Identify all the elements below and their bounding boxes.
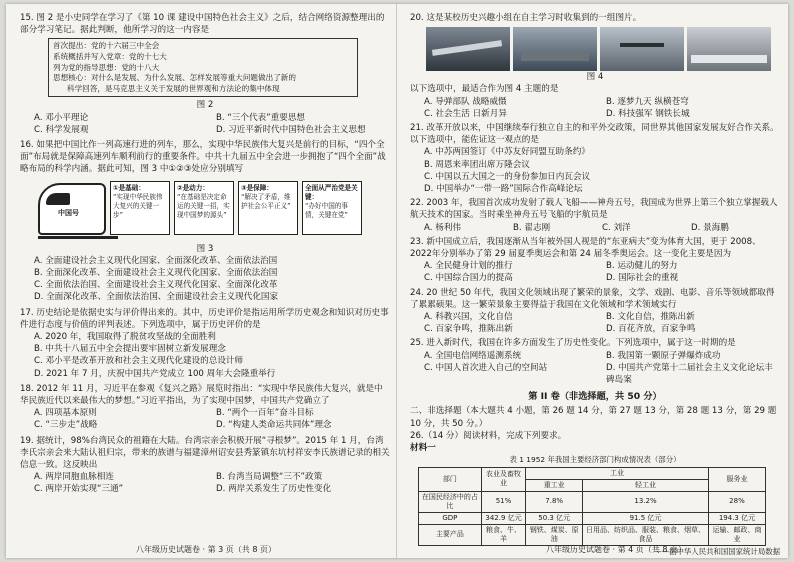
train-car-1 [110, 181, 170, 235]
note-line: 列为党的指导思想：党的十八大 [53, 62, 160, 72]
note-line: 系统概括并写入党章：党的十七大 [53, 52, 167, 61]
q17-stem: 17. 历史结论是依据史实与评价得出来的。其中，历史评价是指运用所学历史观念和知识对历史事件进行态度与价值的评判表述。下列选项中，属于历史评价的是 [20, 307, 389, 330]
car-caption: ②是动力： [177, 183, 209, 192]
fig3-train-diagram [38, 179, 368, 243]
table-cell: GDP [419, 512, 482, 524]
option-a[interactable]: A. 四项基本原则 [34, 408, 97, 419]
table-row [419, 512, 766, 524]
option-c[interactable]: C. 邓小平是改革开放和社会主义现代化建设的总设计师 [34, 356, 244, 367]
option-b[interactable]: B. 全面深化改革、全面建设社会主义现代化国家、全面依法治国 [34, 268, 278, 278]
exam-sheet [6, 4, 788, 558]
option-a[interactable]: A. 全面建设社会主义现代化国家、全面深化改革、全面依法治国 [34, 255, 278, 266]
table-row [419, 491, 766, 512]
page-footer-left: 八年级历史试题卷 · 第 3 页（共 8 页） [136, 545, 276, 554]
table-cell: 粮食、牛、羊 [481, 524, 526, 545]
option-d[interactable]: D. 2021 年 7 月，庆祝中国共产党成立 100 周年大会隆重举行 [34, 368, 276, 379]
table-source: ——据中华人民共和国国家统计局数据 [654, 546, 780, 556]
car-caption: 全面从严治党是关键： [305, 183, 358, 201]
table-cell: 日用品、纺织品、服装、粮食、烟草、食品 [583, 524, 709, 545]
q24-stem: 24. 20 世纪 50 年代，我国文化领域出现了繁荣的景象，文学、戏剧、电影、音乐等领域都取得了累累硕果。这一繁荣景象主要得益于我国在文化领域和学术领域实行 [410, 287, 775, 310]
q22-stem: 22. 2003 年，我国首次成功发射了载人飞船——神舟五号，我国成为世界上第三个独立掌握载人航天技术的国家。当时乘坐神舟五号飞船的宇航员是 [410, 198, 778, 221]
option-b[interactable]: B. 周恩来率团出席万隆会议 [424, 159, 530, 170]
option-b[interactable]: B. 文化自信，推陈出新 [606, 312, 695, 323]
option-c[interactable]: C. 刘洋 [602, 222, 631, 233]
option-c[interactable]: C. 社会生活 日新月异 [424, 108, 507, 119]
option-a[interactable]: A. 2020 年，我国取得了脱贫攻坚战的全面胜利 [34, 332, 216, 343]
fig4-photo-strip [426, 27, 780, 71]
q19-options [20, 471, 390, 495]
option-d[interactable]: D. 国际社会的重视 [606, 273, 679, 284]
train-car-4 [302, 181, 362, 235]
page-footer-right: 八年级历史试题卷 · 第 4 页（共 8 页） [546, 545, 686, 554]
option-a[interactable]: A. 科教兴国，文化自信 [424, 312, 513, 323]
table-header: 轻工业 [583, 479, 709, 491]
train-label: 中国号 [58, 208, 79, 217]
fig4-label: 图 4 [586, 72, 604, 83]
option-c[interactable]: C. 全面依法治国、全面建设社会主义现代化国家、全面深化改革 [34, 280, 278, 291]
q24-options [410, 311, 780, 335]
part2-title: 第 II 卷（非选择题，共 50 分） [528, 391, 662, 403]
option-d[interactable]: D. 百花齐放，百家争鸣 [606, 324, 696, 335]
q26-stem: 26.（14 分）阅读材料，完成下列要求。 [410, 430, 567, 441]
option-b[interactable]: B. 台湾当局调整“三不”政策 [216, 472, 323, 483]
option-a[interactable]: A. 中苏两国签订《中苏友好同盟互助条约》 [424, 147, 590, 158]
option-c[interactable]: C. 两岸开始实现“三通” [34, 484, 124, 495]
option-c[interactable]: C. 中国以五大国之一的身份参加日内瓦会议 [424, 171, 591, 182]
option-d[interactable]: D. 两岸关系发生了历史性变化 [216, 484, 332, 495]
missile-photo [426, 27, 510, 71]
train-car-2 [174, 181, 234, 235]
q18-stem: 18. 2012 年 11 月，习近平在参观《复兴之路》展览时指出：“实现中华民族伟大复兴，就是中华民族近代以来最伟大的梦想。”习近平指出，为了实现中国梦，中国共产党确立了 [20, 383, 383, 407]
note-line: 首次提出：党的十六届三中全会 [53, 41, 160, 51]
option-c[interactable]: C. “三步走”战略 [34, 420, 98, 431]
option-d[interactable]: D. 全面深化改革、全面依法治国、全面建设社会主义现代化国家 [34, 292, 279, 303]
option-d[interactable]: D. 习近平新时代中国特色社会主义思想 [216, 124, 366, 135]
fig2-label: 图 2 [196, 100, 214, 111]
option-c[interactable]: C. 中国综合国力的提高 [424, 273, 513, 284]
aircraft-carrier-photo [513, 27, 597, 71]
option-a[interactable]: A. 全国电信网络遥测系统 [424, 350, 522, 361]
option-c[interactable]: C. 中国人首次进入自己的空间站 [424, 362, 548, 373]
car-text: “办好中国的事情，关键在党” [305, 201, 348, 219]
left-page [20, 12, 390, 496]
q15-options [20, 112, 390, 136]
table-cell: 在国民经济中的占比 [419, 491, 482, 512]
car-text: “在基础是决定命运的关键一招，实现中国梦的源头” [177, 192, 230, 219]
car-text: “解决了矛盾，维护社会公平正义” [241, 192, 291, 210]
option-b[interactable]: B. 逐梦九天 纵横苍穹 [606, 96, 689, 107]
note-line: 思想核心：对什么是发展、为什么发展、怎样发展等重大问题做出了新的 [53, 73, 296, 83]
table-cell: 28% [708, 491, 765, 512]
option-b[interactable]: B. 我国第一颗原子弹爆炸成功 [606, 350, 721, 361]
option-b[interactable]: B. 运动健儿的努力 [606, 261, 678, 272]
option-d[interactable]: D. “构建人类命运共同体”理念 [216, 420, 332, 431]
page-fold-divider [396, 4, 397, 558]
q15-stem: 15. 图 2 是小史同学在学习了《第 10 课 建设中国特色社会主义》之后，结合网络资源整理出的部分学习笔记。据此判断，他所学习的这一内容是 [20, 13, 385, 36]
q20-follow: 以下选项中，最适合作为图 4 主题的是 [410, 84, 559, 95]
table-cell: 钢铁、煤炭、原油 [526, 524, 583, 545]
table-title: 表 1 1952 年我国主要经济部门构成情况表（部分） [509, 455, 681, 465]
fighter-jet-photo [600, 27, 684, 71]
q23-stem: 23. 新中国成立后，我国逐渐从当年被外国人视是的“东亚病夫”变为体育大国，更于 2008、2022年分别举办了第 29 届夏季奥运会和第 24 届冬季奥运会。这一变化主要是因为 [410, 236, 761, 260]
q20-options [410, 96, 780, 120]
train-engine-icon [38, 183, 106, 235]
table-cell: 7.8% [526, 491, 583, 512]
option-b[interactable]: B. “三个代表”重要思想 [216, 112, 306, 123]
table-header: 工业 [526, 467, 709, 479]
economy-table [418, 467, 766, 546]
note-line: 科学回答，是马克思主义关于发展的世界观和方法论的集中体现 [67, 83, 280, 93]
option-a[interactable]: A. 全民健身计划的推行 [424, 261, 513, 272]
option-a[interactable]: A. 两岸同胞血脉相连 [34, 472, 114, 483]
q21-options [410, 146, 780, 195]
car-caption: ③是保障： [241, 183, 273, 192]
table-header: 部门 [419, 467, 482, 491]
option-a[interactable]: A. 杨利伟 [424, 222, 461, 233]
option-d[interactable]: D. 科技强军 钢铁长城 [606, 108, 690, 119]
table-header: 农业及畜牧业 [481, 467, 526, 491]
q17-options [20, 331, 390, 380]
part2-instructions: 二、非选择题（本大题共 4 小题，第 26 题 14 分，第 27 题 13 分，第 28 题 13 分，第 29 题 10 分，共 50 分。） [410, 406, 777, 429]
q19-stem: 19. 据统计，98%台湾民众的祖籍在大陆。台湾宗亲会积极开展“寻根梦”。2015 年 1 月，台湾李氏宗亲会来大陆认祖归宗，带来的族谱与福建漳州诏安县秀篆镇东坑村祥安李氏族谱记录的相关信息一致。这反映出 [20, 435, 390, 471]
option-c[interactable]: C. 科学发展观 [34, 124, 89, 135]
table-row [419, 467, 766, 479]
table-cell: 主要产品 [419, 524, 482, 545]
table-cell: 51% [481, 491, 526, 512]
q23-options [410, 260, 780, 284]
table-cell: 342.9 亿元 [481, 512, 526, 524]
table-cell: 运输、邮政、商业 [708, 524, 765, 545]
right-page [410, 12, 780, 558]
option-b[interactable]: B. 中共十八届五中全会提出要牢固树立新发展理念 [34, 344, 226, 355]
table-row [419, 524, 766, 545]
option-d[interactable]: D. 景海鹏 [691, 222, 729, 233]
q16-stem: 16. 如果把中国比作一列高速行进的列车，那么，实现中华民族伟大复兴是前行的目标，“四个全面”布局就是保障高速列车顺利前行的重要条件。中共十九届五中全会进一步拥抱了“四个全面”战略布局的科学内涵。据此可知，图 3 中①②③处应分别填写 [20, 139, 386, 175]
q25-stem: 25. 进入新时代，我国在许多方面发生了历史性变化。下列选项中，属于这一时期的是 [410, 338, 736, 349]
table-cell: 91.5 亿元 [583, 512, 709, 524]
railway-photo [687, 27, 771, 71]
option-c[interactable]: C. 百家争鸣，推陈出新 [424, 324, 513, 335]
q15-note-box [48, 38, 358, 97]
option-d[interactable]: D. 中国举办“一带一路”国际合作高峰论坛 [424, 184, 583, 195]
option-b[interactable]: B. 翟志刚 [513, 222, 551, 233]
table-header: 重工业 [526, 479, 583, 491]
q20-stem: 20. 这是某校历史兴趣小组在自主学习时收集到的一组图片。 [410, 13, 642, 23]
q25-options [410, 350, 780, 387]
option-a[interactable]: A. 邓小平理论 [34, 112, 89, 123]
car-text: “实现中华民族伟大复兴的关键一步” [113, 192, 163, 219]
table-cell: 13.2% [583, 491, 709, 512]
option-d[interactable]: D. 中国共产党第十二届社会主义文化论坛丰碑岛案 [606, 362, 773, 386]
table-header: 服务业 [708, 467, 765, 491]
option-b[interactable]: B. “两个一百年”奋斗目标 [216, 408, 314, 419]
table-cell: 194.3 亿元 [708, 512, 765, 524]
q21-stem: 21. 改革开放以来，中国继续奉行独立自主的和平外交政策，同世界其他国家发展友好合作关系。以下选项中，能佐证这一观点的是 [410, 123, 779, 146]
q16-options [20, 255, 390, 304]
material-label: 材料一 [410, 443, 436, 454]
table-cell: 50.3 亿元 [526, 512, 583, 524]
car-caption: ①是基础： [113, 183, 145, 192]
train-car-3 [238, 181, 298, 235]
option-a[interactable]: A. 导弹部队 战略威慑 [424, 96, 507, 107]
q22-options [410, 222, 780, 234]
fig3-label: 图 3 [196, 243, 214, 254]
q18-options [20, 407, 390, 431]
